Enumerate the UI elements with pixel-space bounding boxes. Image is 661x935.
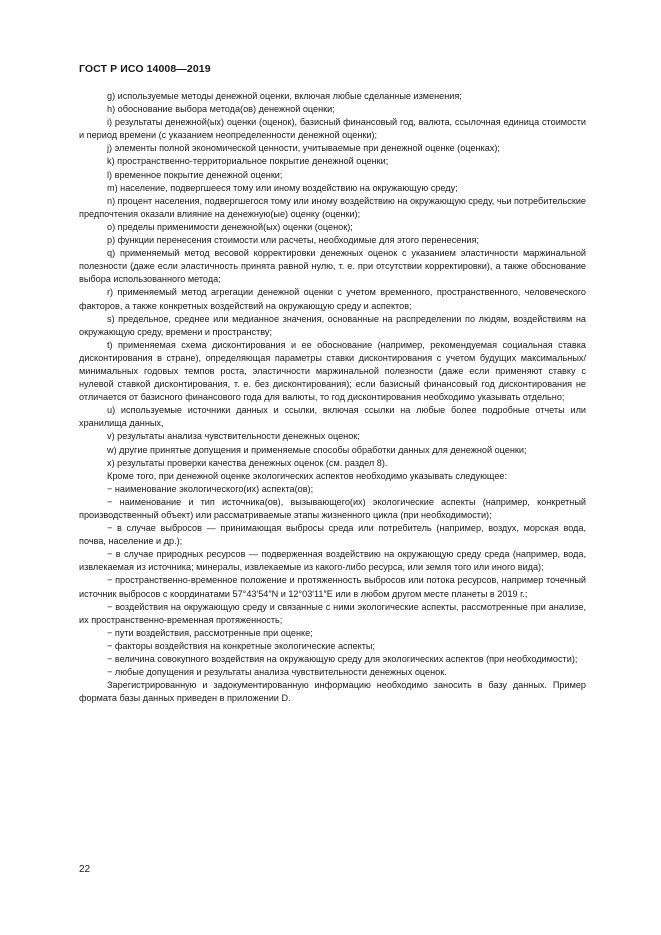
list-item-h: h) обоснование выбора метода(ов) денежной оценки; (107, 104, 335, 115)
dash-item: − наименование и тип источника(ов), вызывающего(их) экологические аспекты (например, конкретный производственный объект) или рассматриваемые этапы жизненного цикла (при необходимости); (79, 496, 586, 520)
page-number: 22 (79, 864, 91, 875)
dash-item: − в случае природных ресурсов — подверженная воздействию на окружающую среду среда (например, вода, извлекаемая из источника; минералы, извлекаемые из какого-либо ресурса, или земля того или иного вида); (79, 549, 586, 573)
list-item-g: g) используемые методы денежной оценки, включая любые сделанные изменения; (107, 91, 462, 101)
document-header: ГОСТ Р ИСО 14008—2019 (79, 63, 211, 75)
dash-item: − пути воздействия, рассмотренные при оценке; (107, 627, 313, 638)
list-item-k: k) пространственно-территориальное покрытие денежной оценки; (107, 156, 389, 167)
dash-item: − пространственно-временное положение и протяженность выбросов или потока ресурсов, например точечный источник выбросов с координатами 57°43′54″N и 12°03′11″E или в любом другом месте планеты в 2019 г.; (79, 575, 586, 599)
dash-item: − наименование экологического(их) аспекта(ов); (107, 483, 314, 494)
list-item-t: t) применяемая схема дисконтирования и ее обоснование (например, рекомендуемая социальная ставка дисконтирования в стране), определяющая параметры ставки дисконтирования с учетом будущих максимальных/минимальных годовых темпов роста, эластичности маржинальной полезности (даже если применяют ставку с нулевой ставкой дисконтирования, т. е. без дисконтирования); если базисный финансовый год дисконтирования не отличается от базисного финансового года для валюты, то год дисконтирования необходимо указывать отдельно; (79, 339, 586, 403)
list-item-x: x) результаты проверки качества денежных оценок (см. раздел 8). (107, 457, 388, 468)
closing-paragraph: Зарегистрированную и задокументированную информацию необходимо заносить в базу данных. Пример формата базы данных приведен в приложении D. (79, 680, 586, 704)
dash-item: − в случае выбросов — принимающая выбросы среда или потребитель (например, воздух, морская вода, почва, население и др.); (79, 523, 586, 547)
list-item-n: n) процент населения, подвергшегося тому или иному воздействию на окружающую среду, чьи потребительские предпочтения оказали влияние на денежную(ые) оценку (оценки); (79, 195, 586, 219)
list-item-q: q) применяемый метод весовой корректировки денежных оценок с указанием эластичности маржинальной полезности (даже если эластичность принята равной нулю, т. е. при отсутствии корректировки), а также обоснование выбора использованного метода; (79, 248, 586, 285)
list-item-o: о) пределы применимости денежной(ых) оценки (оценок); (107, 221, 353, 232)
list-item-r: r) применяемый метод агрегации денежной оценки с учетом временного, пространственного, человеческого факторов, а также конкретных воздействий на окружающую среду и аспектов; (79, 287, 586, 311)
list-item-w: w) другие принятые допущения и применяемые способы обработки данных для денежной оценки; (107, 444, 527, 455)
list-item-m: m) население, подвергшееся тому или иному воздействию на окружающую среду; (107, 182, 458, 193)
document-body (79, 90, 586, 705)
list-item-j: j) элементы полной экономической ценности, учитываемые при денежной оценке (оценках); (107, 143, 500, 154)
dash-item: − любые допущения и результаты анализа чувствительности денежных оценок. (107, 667, 447, 678)
intro-paragraph: Кроме того, при денежной оценке экологических аспектов необходимо указывать следующее: (107, 470, 508, 481)
list-item-u: u) используемые источники данных и ссылки, включая ссылки на любые более подробные отчеты или хранилища данных, (79, 405, 586, 429)
list-item-p: р) функции перенесения стоимости или расчеты, необходимые для этого перенесения; (107, 235, 479, 246)
list-item-l: l) временное покрытие денежной оценки; (107, 169, 283, 180)
dash-item: − воздействия на окружающую среду и связанные с ними экологические аспекты, рассмотренные при анализе, их пространственно-временная протяженность; (79, 601, 586, 625)
list-item-v: v) результаты анализа чувствительности денежных оценок; (107, 431, 360, 442)
list-item-s: s) предельное, среднее или медианное значения, основанные на распределении по людям, воздействиям на окружающую среду, времени и пространству; (79, 313, 586, 337)
dash-item: − факторы воздействия на конкретные экологические аспекты; (107, 640, 375, 651)
dash-item: − величина совокупного воздействия на окружающую среду для экологических аспектов (при необходимости); (107, 654, 578, 665)
list-item-i: i) результаты денежной(ых) оценки (оценок), базисный финансовый год, валюта, ссылочная единица стоимости и период времени (с указанием неопределенности денежной оценки); (79, 117, 586, 141)
